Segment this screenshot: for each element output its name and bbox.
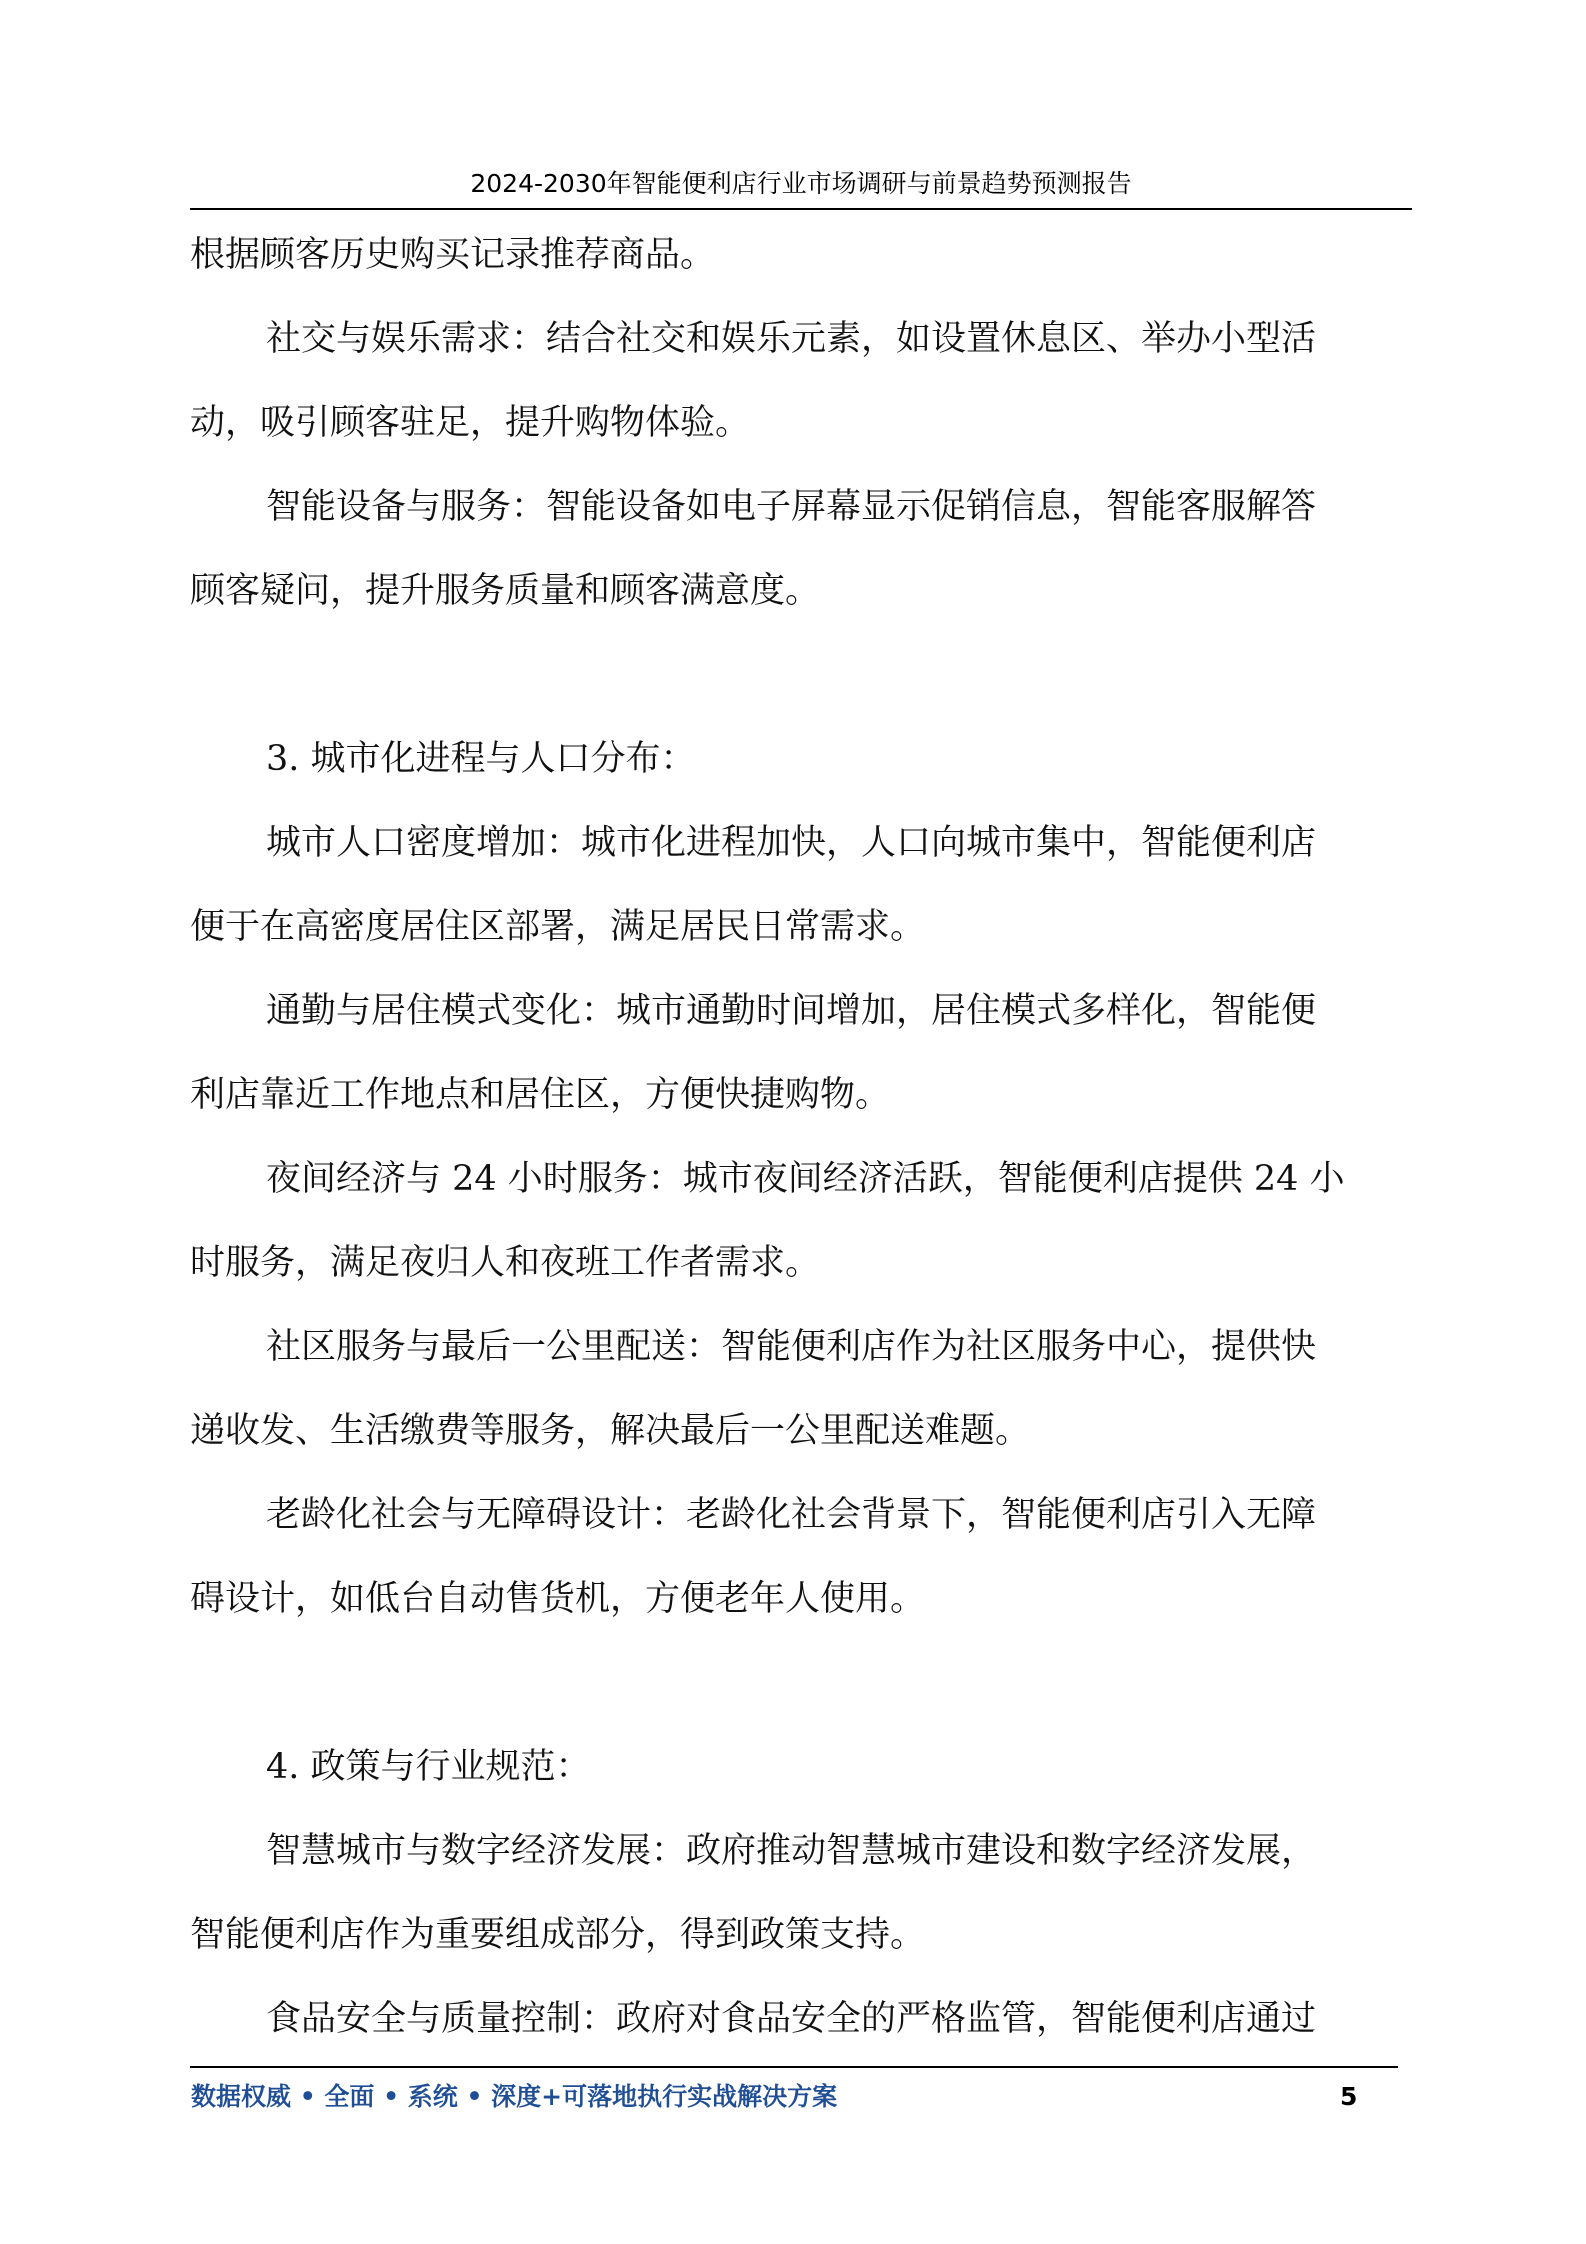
body-line: 根据顾客历史购买记录推荐商品。 bbox=[190, 235, 716, 275]
body-line: 智能设备与服务：智能设备如电子屏幕显示促销信息，智能客服解答 bbox=[266, 487, 1317, 527]
body-line: 通勤与居住模式变化：城市通勤时间增加，居住模式多样化，智能便 bbox=[266, 991, 1317, 1031]
section-heading: 3. 城市化进程与人口分布： bbox=[266, 739, 696, 779]
footer-slogan: 数据权威 • 全面 • 系统 • 深度+可落地执行实战解决方案 bbox=[191, 2082, 838, 2111]
body-line: 社交与娱乐需求：结合社交和娱乐元素，如设置休息区、举办小型活 bbox=[266, 319, 1317, 359]
body-line: 老龄化社会与无障碍设计：老龄化社会背景下，智能便利店引入无障 bbox=[266, 1495, 1317, 1535]
body-line: 食品安全与质量控制：政府对食品安全的严格监管，智能便利店通过 bbox=[266, 1999, 1317, 2039]
body-line: 智慧城市与数字经济发展：政府推动智慧城市建设和数字经济发展， bbox=[266, 1831, 1317, 1871]
body-line: 便于在高密度居住区部署，满足居民日常需求。 bbox=[190, 907, 926, 947]
body-line: 夜间经济与 24 小时服务：城市夜间经济活跃，智能便利店提供 24 小 bbox=[266, 1159, 1345, 1199]
footer-divider bbox=[190, 2066, 1398, 2068]
body-line: 城市人口密度增加：城市化进程加快，人口向城市集中，智能便利店 bbox=[266, 823, 1317, 863]
body-line: 动，吸引顾客驻足，提升购物体验。 bbox=[190, 403, 751, 443]
report-title: 2024-2030年智能便利店行业市场调研与前景趋势预测报告 bbox=[470, 169, 1132, 198]
body-line: 递收发、生活缴费等服务，解决最后一公里配送难题。 bbox=[190, 1411, 1031, 1451]
body-line: 智能便利店作为重要组成部分，得到政策支持。 bbox=[190, 1915, 926, 1955]
section-heading: 4. 政策与行业规范： bbox=[266, 1747, 591, 1787]
body-line: 碍设计，如低台自动售货机，方便老年人使用。 bbox=[190, 1579, 926, 1619]
body-line: 社区服务与最后一公里配送：智能便利店作为社区服务中心，提供快 bbox=[266, 1327, 1317, 1367]
body-line: 顾客疑问，提升服务质量和顾客满意度。 bbox=[190, 571, 821, 611]
body-line: 时服务，满足夜归人和夜班工作者需求。 bbox=[190, 1243, 821, 1283]
page-header bbox=[190, 150, 1412, 210]
page-number: 5 bbox=[1340, 2082, 1358, 2111]
body-line: 利店靠近工作地点和居住区，方便快捷购物。 bbox=[190, 1075, 891, 1115]
